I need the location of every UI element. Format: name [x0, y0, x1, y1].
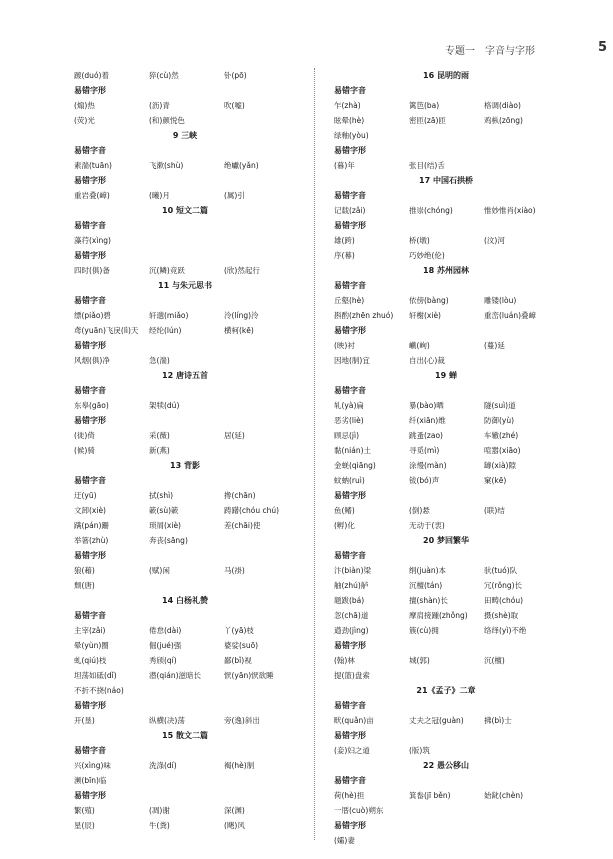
entry-cell: 居(延) — [224, 431, 245, 440]
right-column — [334, 68, 558, 848]
entry-row — [74, 668, 296, 683]
entry-cell: (候)骑 — [74, 446, 95, 455]
entry-cell: 奔丧(sāng) — [149, 536, 188, 545]
entry-cell: 隧(suì)道 — [484, 401, 516, 410]
entry-cell: 素湍(tuān) — [74, 161, 112, 170]
entry-cell: 缥(piǎo)碧 — [74, 311, 111, 320]
entry-cell: 忽(chā)道 — [334, 611, 369, 620]
lesson-title: 13 背影 — [170, 461, 200, 470]
entry-row — [334, 98, 558, 113]
entry-row — [74, 233, 296, 248]
entry-row — [74, 638, 296, 653]
entry-row — [74, 488, 296, 503]
entry-cell: 轩榭(xiè) — [409, 311, 441, 320]
entry-cell: 沉檀(tán) — [409, 581, 443, 590]
entry-cell: (映)衬 — [334, 341, 355, 350]
entry-cell: 繁(殖) — [74, 806, 95, 815]
entry-row — [334, 128, 558, 143]
category-label: 易错字音 — [334, 86, 366, 95]
entry-cell: 荷(hè)担 — [334, 791, 365, 800]
category-label: 易错字音 — [74, 221, 106, 230]
entry-cell: 簌(sù)簌 — [149, 506, 179, 515]
entry-cell: 提(篮)盘索 — [334, 671, 370, 680]
entry-cell: 不折不挠(náo) — [74, 686, 124, 695]
entry-cell: 恶劣(liè) — [334, 416, 364, 425]
entry-cell: 濒(bīn)临 — [74, 776, 107, 785]
category-label: 易错字音 — [74, 146, 106, 155]
entry-cell: 猝(cù)然 — [149, 71, 179, 80]
lesson-title: 21《孟子》二章 — [416, 686, 476, 695]
entry-row — [334, 518, 558, 533]
entry-cell: (翰)林 — [334, 656, 355, 665]
entry-cell: 虬(qiú)枝 — [74, 656, 107, 665]
entry-row — [334, 653, 558, 668]
entry-row — [334, 788, 558, 803]
entry-row — [334, 563, 558, 578]
entry-cell: 簇(cù)拥 — [409, 626, 439, 635]
entry-cell: 舳(zhú)舻 — [334, 581, 369, 590]
entry-cell: 因地(制)宜 — [334, 356, 370, 365]
entry-cell: 吹(嘘) — [224, 101, 245, 110]
entry-row — [74, 353, 296, 368]
entry-cell: 题跋(bá) — [334, 596, 365, 605]
entry-cell: 轩邈(miǎo) — [149, 311, 189, 320]
entry-cell: 恹(yān)恹欲睡 — [224, 671, 274, 680]
entry-cell: 重峦(luán)叠嶂 — [484, 311, 537, 320]
entry-cell: (版)筑 — [409, 746, 430, 755]
entry-cell: 拂(bì)士 — [484, 716, 512, 725]
entry-cell: 擅(shàn)长 — [409, 596, 448, 605]
entry-cell: 绢(juàn)本 — [409, 566, 447, 575]
entry-cell: 藻荇(xìng) — [74, 236, 111, 245]
category-label: 易错字形 — [334, 641, 366, 650]
entry-row — [74, 113, 296, 128]
entry-cell: (飓)风 — [224, 821, 245, 830]
lesson-title: 12 唐诗五首 — [162, 371, 208, 380]
entry-row — [334, 668, 558, 683]
entry-cell: 丫(yā)枝 — [224, 626, 254, 635]
category-label: 易错字形 — [334, 731, 366, 740]
entry-cell: 旁(逸)斜出 — [224, 716, 260, 725]
entry-cell: 重岩叠(嶂) — [74, 191, 110, 200]
entry-cell: 雕镂(lòu) — [484, 296, 517, 305]
category-label: 易错字形 — [334, 146, 366, 155]
entry-cell: 婆娑(suō) — [224, 641, 259, 650]
entry-cell: 潜(qián)滋暗长 — [149, 671, 202, 680]
entry-row — [334, 233, 558, 248]
entry-cell: 巧妙绝(伦) — [409, 251, 445, 260]
entry-cell: 鱼(鳍) — [334, 506, 355, 515]
lesson-title: 11 与朱元思书 — [158, 281, 212, 290]
entry-cell: 桥(墩) — [409, 236, 430, 245]
entry-cell: 窠(kē) — [484, 476, 507, 485]
entry-cell: 绿釉(yòu) — [334, 131, 369, 140]
entry-row — [334, 308, 558, 323]
entry-cell: 采(薇) — [149, 431, 170, 440]
entry-cell: 一厝(cuò)朔东 — [334, 806, 384, 815]
category-label: 易错字形 — [334, 821, 366, 830]
category-label: 易错字音 — [334, 551, 366, 560]
entry-cell: 蹒(pán)跚 — [74, 521, 109, 530]
entry-cell: 推崇(chóng) — [409, 206, 453, 215]
page-number: 5 — [597, 40, 607, 55]
entry-cell: (蔓)延 — [484, 341, 505, 350]
lesson-title: 9 三峡 — [172, 131, 198, 140]
category-label: 易错字形 — [74, 791, 106, 800]
entry-cell: 风烟(俱)净 — [74, 356, 110, 365]
entry-row — [74, 263, 296, 278]
entry-cell: 坦荡如砥(dǐ) — [74, 671, 117, 680]
entry-cell: 摄(shè)取 — [484, 611, 519, 620]
entry-cell: 眩晕(hè) — [334, 116, 365, 125]
lesson-title: 19 蝉 — [435, 371, 457, 380]
entry-cell: 驮(tuó)队 — [484, 566, 518, 575]
entry-row — [334, 743, 558, 758]
entry-row — [334, 593, 558, 608]
entry-cell: 张目(结)舌 — [409, 161, 445, 170]
entry-row — [74, 563, 296, 578]
entry-row — [74, 653, 296, 668]
entry-cell: 琐屑(xiè) — [149, 521, 181, 530]
category-label: 易错字形 — [74, 251, 106, 260]
category-label: 易错字形 — [334, 491, 366, 500]
entry-cell: 秀颀(qí) — [149, 656, 177, 665]
entry-cell: 乍(zhà) — [334, 101, 361, 110]
entry-cell: 钹(bó)声 — [409, 476, 440, 485]
entry-row — [74, 713, 296, 728]
entry-cell: 洗涤(dí) — [149, 761, 177, 770]
entry-cell: 急(湍) — [149, 356, 170, 365]
entry-row — [74, 533, 296, 548]
lesson-title: 18 苏州园林 — [423, 266, 469, 275]
entry-cell: 纤(xiān)维 — [409, 416, 446, 425]
entry-cell: 依傍(bàng) — [409, 296, 449, 305]
entry-cell: 自出(心)裁 — [409, 356, 445, 365]
entry-cell: 暴(bào)晒 — [409, 401, 444, 410]
entry-cell: 晕(yùn)圈 — [74, 641, 109, 650]
entry-cell: 黏(nián)土 — [334, 446, 372, 455]
entry-cell: 牛(粪) — [149, 821, 170, 830]
entry-cell: 新(燕) — [149, 446, 170, 455]
entry-row — [334, 608, 558, 623]
entry-cell: 涂熳(màn) — [409, 461, 447, 470]
entry-row — [334, 713, 558, 728]
entry-cell: (徙)倚 — [74, 431, 95, 440]
lesson-title: 20 梦回繁华 — [423, 536, 469, 545]
entry-cell: 马(褂) — [224, 566, 245, 575]
entry-cell: 序(幕) — [334, 251, 355, 260]
lesson-title: 22 愚公移山 — [423, 761, 469, 770]
entry-row — [74, 578, 296, 593]
entry-cell: 篱笆(ba) — [409, 101, 440, 110]
entry-row — [334, 248, 558, 263]
category-label: 易错字音 — [74, 296, 106, 305]
lesson-title: 10 短文二篇 — [162, 206, 208, 215]
entry-cell: 经纶(lún) — [149, 326, 182, 335]
entry-cell: 褐(hè)制 — [224, 761, 255, 770]
entry-row — [74, 518, 296, 533]
entry-row — [74, 188, 296, 203]
entry-cell: 始龀(chèn) — [484, 791, 524, 800]
entry-cell: (欣)然起行 — [224, 266, 260, 275]
entry-cell: 横柯(kē) — [224, 326, 254, 335]
entry-cell: (曦)月 — [149, 191, 170, 200]
lesson-title: 15 散文二篇 — [162, 731, 208, 740]
entry-row — [334, 803, 558, 818]
entry-row — [334, 158, 558, 173]
entry-row — [334, 473, 558, 488]
category-label: 易错字形 — [334, 326, 366, 335]
entry-row — [74, 98, 296, 113]
entry-cell: 畎(quǎn)亩 — [334, 716, 374, 725]
entry-row — [334, 113, 558, 128]
entry-cell: 喧嚣(xiāo) — [484, 446, 521, 455]
entry-cell: 丈夫之冠(guàn) — [409, 716, 464, 725]
lesson-title: 16 昆明的雨 — [423, 71, 469, 80]
entry-cell: (妾)妇之道 — [334, 746, 370, 755]
lesson-title: 17 中国石拱桥 — [419, 176, 473, 185]
entry-cell: 沉(檀) — [484, 656, 505, 665]
entry-cell: 格调(diào) — [484, 101, 521, 110]
category-label: 易错字音 — [74, 476, 106, 485]
entry-cell: 钋(pō) — [224, 71, 247, 80]
entry-cell: 四时(俱)备 — [74, 266, 110, 275]
entry-cell: 汴(biàn)梁 — [334, 566, 372, 575]
entry-row — [74, 803, 296, 818]
entry-row — [74, 158, 296, 173]
category-label: 易错字形 — [74, 416, 106, 425]
entry-cell: 狼(藉) — [74, 566, 95, 575]
category-label: 易错字形 — [74, 176, 106, 185]
entry-cell: 搀(chān) — [224, 491, 256, 500]
entry-cell: 沉(鳞)竞跃 — [149, 266, 185, 275]
entry-row — [334, 833, 558, 848]
left-column — [74, 68, 296, 833]
entry-row — [334, 458, 558, 473]
category-label: 易错字音 — [74, 746, 106, 755]
entry-row — [74, 818, 296, 833]
entry-cell: 车辙(zhé) — [484, 431, 519, 440]
entry-cell: 踌躇(chóu chú) — [224, 506, 280, 515]
entry-cell: 主宰(zǎi) — [74, 626, 106, 635]
entry-row — [74, 503, 296, 518]
entry-row — [334, 338, 558, 353]
entry-row — [334, 578, 558, 593]
entry-cell: 深(渊) — [224, 806, 245, 815]
entry-cell: (沥)青 — [149, 101, 170, 110]
entry-cell: 倔(jué)强 — [149, 641, 182, 650]
category-label: 易错字形 — [74, 551, 106, 560]
entry-row — [74, 683, 296, 698]
entry-cell: 飞漱(shù) — [149, 161, 184, 170]
entry-cell: (联)结 — [484, 506, 505, 515]
entry-cell: 遒劲(jìng) — [334, 626, 369, 635]
entry-cell: (属)引 — [224, 191, 245, 200]
entry-cell: 箕畚(jī běn) — [409, 791, 451, 800]
entry-cell: 无动于(衷) — [409, 521, 445, 530]
entry-cell: 记载(zǎi) — [334, 206, 366, 215]
entry-row — [74, 398, 296, 413]
entry-cell: 兴(xìng)味 — [74, 761, 111, 770]
entry-cell: (煽)热 — [74, 101, 95, 110]
entry-row — [334, 503, 558, 518]
entry-cell: 顾忌(jì) — [334, 431, 360, 440]
entry-cell: 泠(líng)泠 — [224, 311, 259, 320]
category-label: 易错字音 — [334, 191, 366, 200]
entry-cell: (暮)年 — [334, 161, 355, 170]
entry-row — [74, 623, 296, 638]
entry-cell: 络绎(yì)不绝 — [484, 626, 527, 635]
entry-row — [74, 443, 296, 458]
entry-cell: 文卸(xiè) — [74, 506, 106, 515]
entry-row — [334, 443, 558, 458]
entry-cell: (孀)妻 — [334, 836, 355, 845]
entry-row — [334, 623, 558, 638]
entry-cell: 东皋(gāo) — [74, 401, 109, 410]
entry-row — [334, 203, 558, 218]
section-title: 专题一 字音与字形 — [445, 46, 535, 57]
entry-row — [334, 353, 558, 368]
entry-row — [334, 428, 558, 443]
entry-cell: 举箸(zhù) — [74, 536, 109, 545]
entry-cell: 蚊蚋(ruì) — [334, 476, 365, 485]
entry-cell: 密匝(zā)匝 — [409, 116, 446, 125]
entry-cell: 鸡枞(zōng) — [484, 116, 523, 125]
category-label: 易错字形 — [74, 341, 106, 350]
category-label: 易错字音 — [334, 701, 366, 710]
entry-row — [74, 68, 296, 83]
column-divider — [314, 68, 315, 840]
page-header — [0, 38, 613, 60]
entry-cell: 架犊(dú) — [149, 401, 180, 410]
entry-cell: 寻觅(mì) — [409, 446, 440, 455]
entry-row — [74, 308, 296, 323]
entry-cell: 田畴(chóu) — [484, 596, 524, 605]
category-label: 易错字形 — [74, 701, 106, 710]
entry-cell: 纵横(决)荡 — [149, 716, 185, 725]
entry-cell: (凋)谢 — [149, 806, 170, 815]
entry-cell: 罅(xià)隙 — [484, 461, 516, 470]
entry-cell: 轧(yà)扁 — [334, 401, 364, 410]
entry-cell: 跳蚤(zao) — [409, 431, 443, 440]
entry-cell: (汶)河 — [484, 236, 505, 245]
entry-row — [334, 413, 558, 428]
category-label: 易错字音 — [74, 611, 106, 620]
category-label: 易错字音 — [334, 776, 366, 785]
entry-cell: 斟酌(zhēn zhuó) — [334, 311, 394, 320]
entry-cell: (荧)光 — [74, 116, 95, 125]
entry-cell: 鄙(bǐ)视 — [224, 656, 252, 665]
entry-cell: 星(辰) — [74, 821, 95, 830]
entry-cell: 颓(唐) — [74, 581, 95, 590]
entry-cell: (和)颜悦色 — [149, 116, 185, 125]
category-label: 易错字形 — [334, 221, 366, 230]
entry-cell: 冗(rǒng)长 — [484, 581, 523, 590]
entry-cell: 防御(yù) — [484, 416, 515, 425]
entry-row — [74, 773, 296, 788]
category-label: 易错字形 — [74, 86, 106, 95]
entry-row — [74, 428, 296, 443]
entry-row — [74, 758, 296, 773]
entry-cell: 城(郭) — [409, 656, 430, 665]
category-label: 易错字音 — [334, 386, 366, 395]
entry-cell: 摩肩接踵(zhǒng) — [409, 611, 468, 620]
category-label: 易错字音 — [74, 386, 106, 395]
category-label: 易错字音 — [334, 281, 366, 290]
entry-row — [334, 293, 558, 308]
entry-cell: 金蜣(qiāng) — [334, 461, 376, 470]
entry-row — [74, 323, 296, 338]
entry-row — [334, 398, 558, 413]
entry-cell: (倒)悬 — [409, 506, 430, 515]
entry-cell: 惟妙惟肖(xiào) — [484, 206, 536, 215]
entry-cell: (赋)闲 — [149, 566, 170, 575]
entry-cell: (孵)化 — [334, 521, 355, 530]
entry-cell: 踱(duó)着 — [74, 71, 109, 80]
entry-cell: 巇(峋) — [409, 341, 430, 350]
lesson-title: 14 白杨礼赞 — [162, 596, 208, 605]
entry-cell: 迂(yū) — [74, 491, 97, 500]
entry-cell: 倦怠(dài) — [149, 626, 182, 635]
entry-cell: 丘壑(hè) — [334, 296, 365, 305]
entry-cell: 鸢(yuān)飞戾(lì)天 — [74, 326, 139, 335]
entry-cell: 绝巘(yǎn) — [224, 161, 259, 170]
entry-cell: 雄(跨) — [334, 236, 355, 245]
entry-cell: 拭(shì) — [149, 491, 174, 500]
entry-cell: 开(垦) — [74, 716, 95, 725]
entry-cell: 差(chāi)使 — [224, 521, 261, 530]
